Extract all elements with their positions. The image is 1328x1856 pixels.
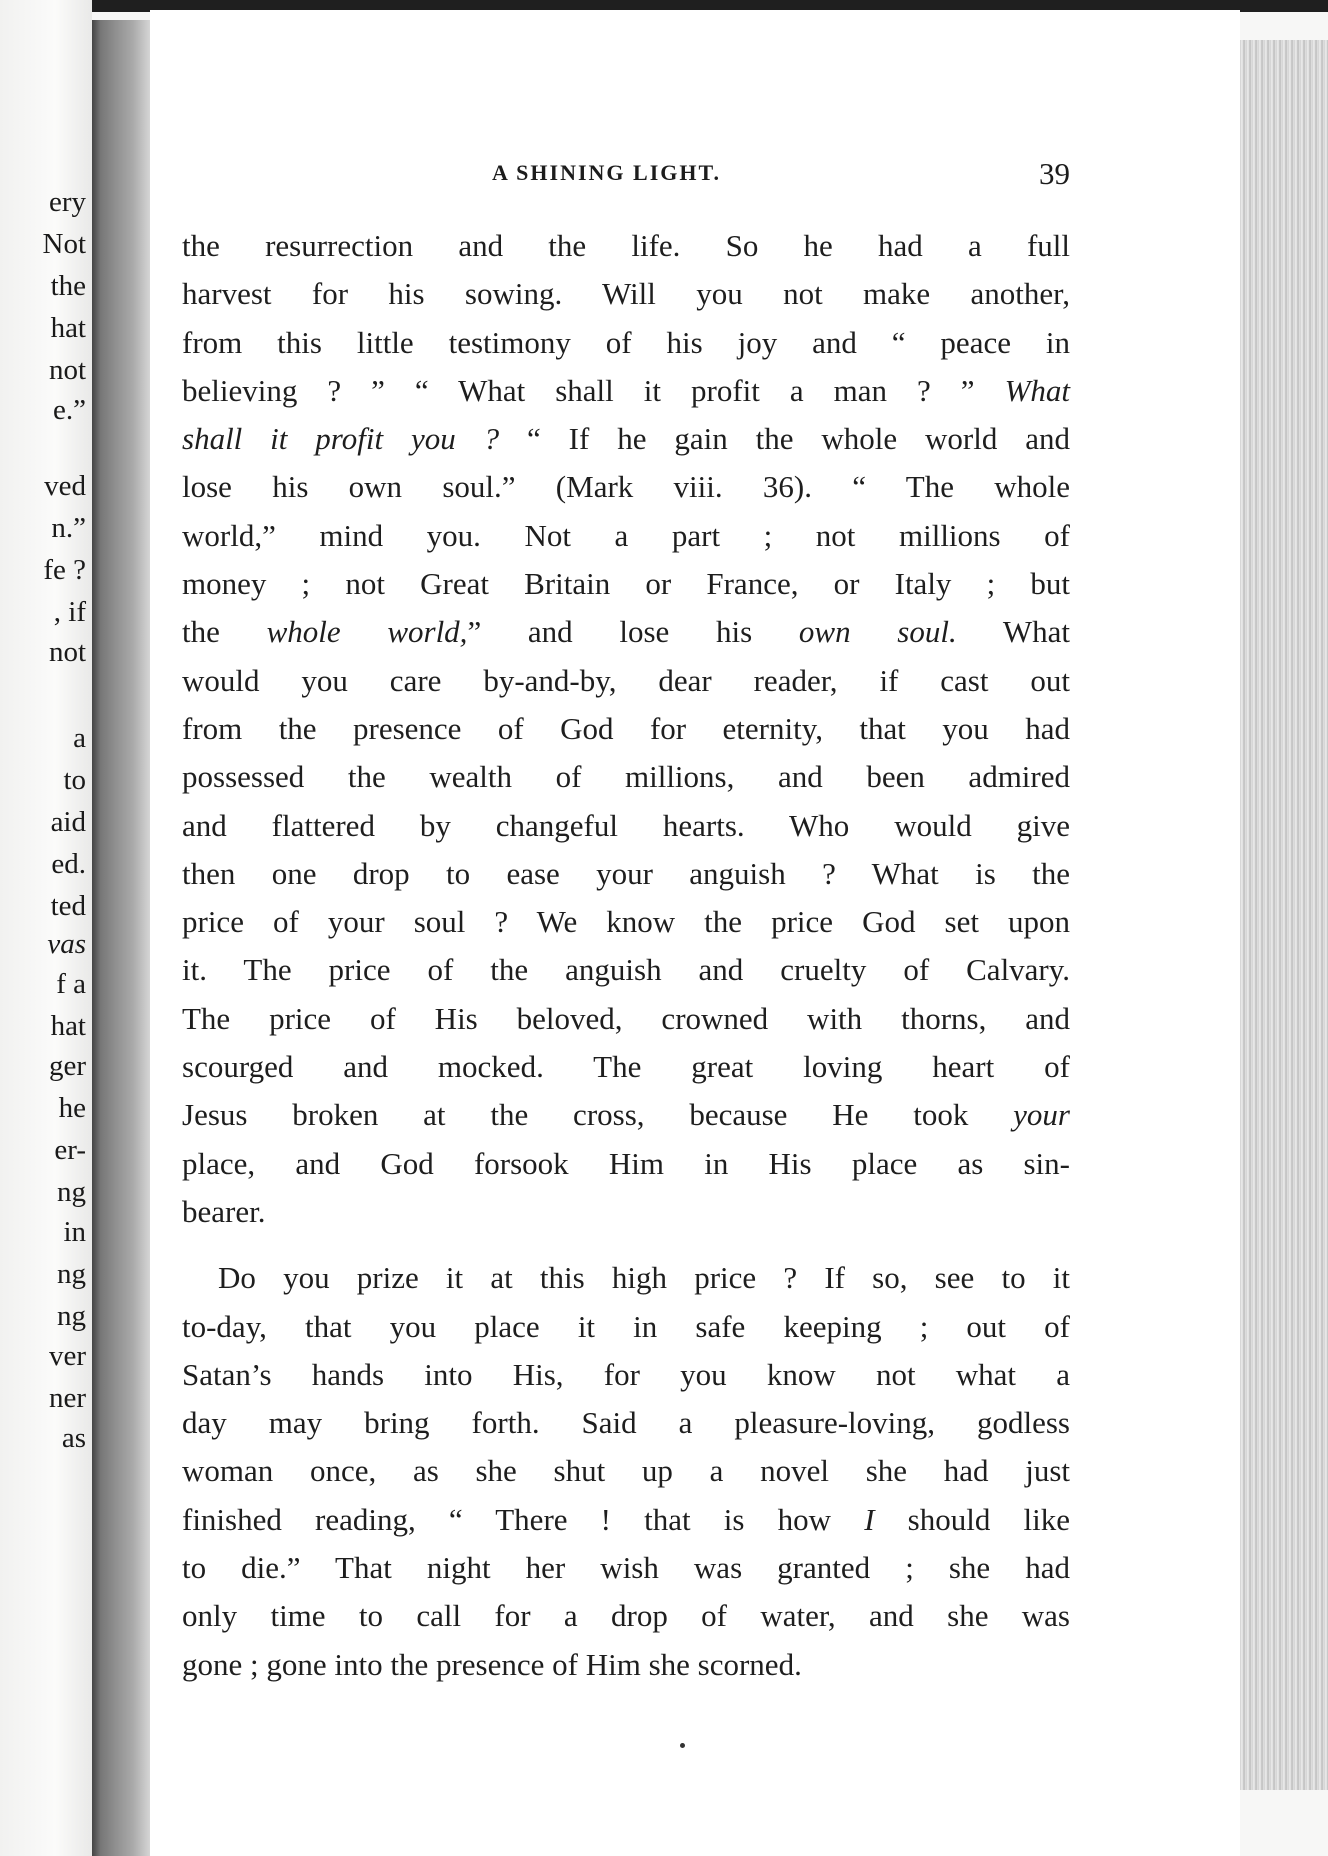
left-page-fragment: hat	[50, 312, 86, 344]
text-line: woman once, as she shut up a novel she had just	[182, 1453, 1070, 1489]
left-page-fragment: as	[61, 1422, 86, 1454]
italic-phrase: I	[864, 1501, 875, 1537]
left-page-fragment: to	[63, 764, 86, 796]
left-page-fragment: ger	[48, 1050, 86, 1082]
left-page-fragment: , if	[53, 596, 86, 628]
page-number: 39	[1039, 156, 1070, 191]
left-page-fragment: ng	[57, 1176, 86, 1208]
italic-phrase: What	[1004, 372, 1070, 408]
text-line: The price of His beloved, crowned with thorns, and	[182, 1000, 1070, 1036]
left-page-fragment: ng	[57, 1300, 86, 1332]
text-line: harvest for his sowing. Will you not make another,	[182, 276, 1070, 312]
text-line: and flattered by changeful hearts. Who would give	[182, 807, 1070, 843]
left-page-fragment: ng	[57, 1258, 86, 1290]
left-page-fragment: ed.	[51, 848, 86, 880]
text-line: day may bring forth. Said a pleasure-loving, godless	[182, 1405, 1070, 1441]
left-page-fragment: ery	[48, 186, 86, 218]
left-page-fragment: ver	[48, 1340, 86, 1372]
text-line: the whole world,” and lose his own soul. What	[182, 614, 1070, 650]
left-page-fragment: ner	[48, 1382, 86, 1414]
left-page-fragment: f a	[56, 968, 86, 1000]
text-line: money ; not Great Britain or France, or Italy ; but	[182, 566, 1070, 602]
text-line: lose his own soul.” (Mark viii. 36). “ The whole	[182, 469, 1070, 505]
left-page-fragment: hat	[50, 1010, 86, 1042]
text-line: believing ? ” “ What shall it profit a man ? ” What	[182, 372, 1070, 408]
text-line: shall it profit you ? “ If he gain the whole world and	[182, 421, 1070, 457]
book-gutter	[92, 20, 150, 1856]
text-line: place, and God forsook Him in His place as sin-	[182, 1145, 1070, 1181]
left-page-fragment: er-	[54, 1134, 86, 1166]
left-page-fragment: in	[63, 1216, 86, 1248]
text-line: to-day, that you place it in safe keeping ; out of	[182, 1308, 1070, 1344]
text-line: bearer.	[182, 1193, 266, 1229]
text-line: finished reading, “ There ! that is how I should like	[182, 1501, 1070, 1537]
left-page-fragment: not	[48, 354, 86, 386]
italic-phrase: own soul.	[798, 614, 957, 650]
text-line: from this little testimony of his joy and “ peace in	[182, 324, 1070, 360]
italic-phrase: whole world,	[266, 614, 468, 650]
text-line: world,” mind you. Not a part ; not millions of	[182, 517, 1070, 553]
left-page-fragment: n.”	[51, 512, 86, 544]
text-line: Satan’s hands into His, for you know not what a	[182, 1356, 1070, 1392]
text-line: Do you prize it at this high price ? If so, see to it	[218, 1260, 1070, 1296]
left-page-fragment: he	[58, 1092, 86, 1124]
text-line: from the presence of God for eternity, that you had	[182, 710, 1070, 746]
left-page-fragment: fe ?	[43, 554, 86, 586]
text-line: gone ; gone into the presence of Him she scorned.	[182, 1646, 802, 1682]
left-page-fragment: ved	[44, 470, 86, 502]
page-stack-edges	[1240, 40, 1328, 1790]
text-line: would you care by-and-by, dear reader, if cast out	[182, 662, 1070, 698]
left-page-fragment: aid	[50, 806, 86, 838]
italic-phrase: your	[1013, 1097, 1070, 1133]
running-title: A SHINING LIGHT.	[492, 160, 722, 185]
left-page-fragment: vas	[47, 928, 86, 960]
text-line: only time to call for a drop of water, and she was	[182, 1598, 1070, 1634]
text-line: scourged and mocked. The great loving heart of	[182, 1049, 1070, 1085]
body-text	[182, 222, 1070, 1689]
text-line: it. The price of the anguish and cruelty of Calvary.	[182, 952, 1070, 988]
text-line: then one drop to ease your anguish ? What is the	[182, 855, 1070, 891]
italic-phrase: shall it profit you ?	[182, 421, 500, 457]
text-line: the resurrection and the life. So he had a full	[182, 228, 1070, 263]
text-line: to die.” That night her wish was granted ; she had	[182, 1550, 1070, 1586]
left-page-fragment: the	[50, 270, 86, 302]
left-page-fragment: not	[48, 636, 86, 668]
left-page-fragment: a	[73, 722, 86, 754]
left-page-fragment: Not	[42, 228, 86, 260]
text-line: Jesus broken at the cross, because He took your	[182, 1097, 1070, 1133]
left-facing-page	[0, 0, 92, 1856]
text-line: possessed the wealth of millions, and been admired	[182, 759, 1070, 795]
speck	[680, 1743, 685, 1748]
left-page-fragment: ted	[50, 890, 86, 922]
text-line: price of your soul ? We know the price God set upon	[182, 904, 1070, 940]
page-header	[150, 156, 1070, 200]
left-page-fragment: e.”	[53, 394, 86, 426]
